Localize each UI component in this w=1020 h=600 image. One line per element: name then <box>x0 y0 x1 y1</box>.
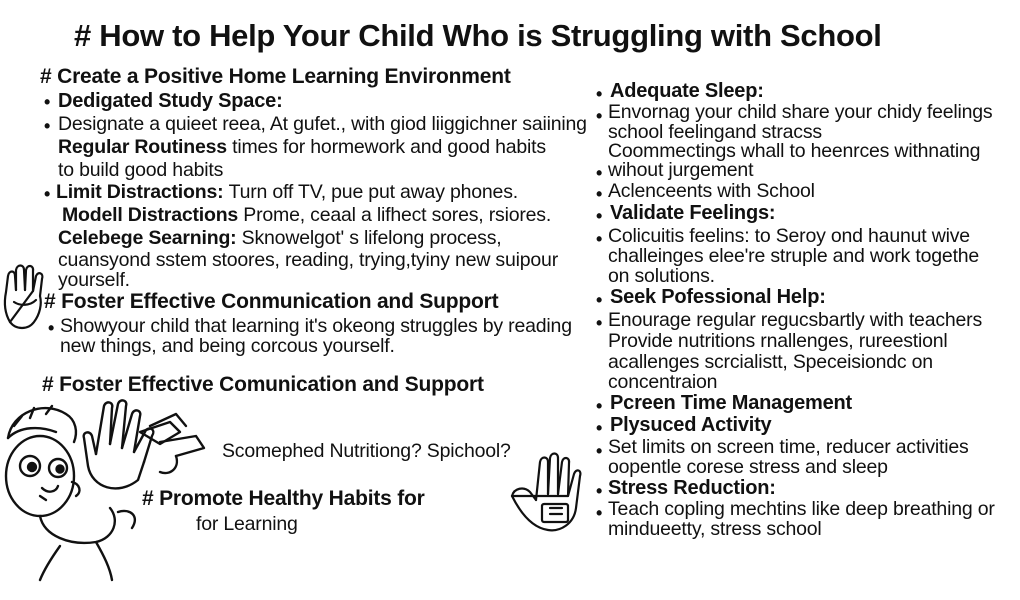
bullet: • <box>596 441 603 461</box>
text-for-learning: for Learning <box>196 513 298 535</box>
bullet: • <box>596 313 603 333</box>
text-limit-distractions: Limit Distractions: Turn off TV, pue put away phones. <box>56 181 518 203</box>
text-curiosity: cuansyond sstem stoores, reading, trying,tyiny new suipour <box>58 249 558 271</box>
item-adequate-sleep: Adequate Sleep: <box>610 80 764 102</box>
text-designate-area: Designate a quieet reea, At gufet., with giod liiggichner saiining <box>58 113 587 135</box>
glove-hand-icon-right <box>508 452 584 536</box>
bullet: • <box>44 116 51 136</box>
cartoon-child-icon <box>0 396 210 582</box>
text-nutrition-question: Scomephed Nutritiong? Spichool? <box>222 440 511 462</box>
text-r1-l2: school feelingand stracss <box>608 121 822 143</box>
item-physical-activity: Plysuced Activity <box>610 414 772 436</box>
text-r1-l4: wihout jurgement <box>608 159 754 181</box>
item-professional-help: Seek Pofessional Help: <box>610 286 826 308</box>
section-heading-communication-2: # Foster Effective Comunication and Support <box>42 373 484 396</box>
bullet: • <box>48 318 55 338</box>
section-heading-communication: # Foster Effective Conmunication and Support <box>44 290 499 313</box>
bullet: • <box>596 163 603 183</box>
text-r2-l2: challeinges elee're struple and work togethe <box>608 245 980 267</box>
item-study-space: Dedigated Study Space: <box>58 90 283 112</box>
item-stress-reduction: Stress Reduction: <box>608 477 776 499</box>
text-r3-l4: concentraion <box>608 371 718 393</box>
bullet: • <box>596 229 603 249</box>
item-validate-feelings: Validate Feelings: <box>610 202 776 224</box>
text-r2-l3: on solutions. <box>608 265 715 287</box>
text-yourself: yourself. <box>58 269 130 291</box>
text-show-child: Showyour child that learning it's okeong struggles by reading <box>60 315 572 337</box>
glove-hand-icon <box>0 262 56 334</box>
bullet: • <box>596 106 603 126</box>
text-celebrate-learning: Celebege Searning: Sknowelgot' s lifelong process, <box>58 227 502 249</box>
bullet: • <box>596 418 603 438</box>
text-r2-l1: Colicuitis feelins: to Seroy ond haunut wive <box>608 225 970 247</box>
page-title: # How to Help Your Child Who is Struggling with School <box>74 18 882 53</box>
bullet: • <box>44 184 51 204</box>
section-heading-healthy-habits: # Promote Healthy Habits for <box>142 487 425 510</box>
bullet: • <box>596 503 603 523</box>
bullet: • <box>596 206 603 226</box>
text-r6-l2: mindueetty, stress school <box>608 518 822 540</box>
text-r3-l1: Enourage regular regucsbartly with teachers <box>608 309 983 331</box>
text-r1-l5: Aclenceents with School <box>608 180 815 202</box>
item-screen-time: Pcreen Time Management <box>610 392 852 414</box>
text-model-distractions: Modell Distractions Prome, ceaal a lifhect sores, rsiores. <box>62 204 552 226</box>
section-heading-learning-environment: # Create a Positive Home Learning Environment <box>40 65 511 88</box>
text-good-habits: to build good habits <box>58 159 224 181</box>
text-r5-l2: oopentle corese stress and sleep <box>608 456 888 478</box>
bullet: • <box>596 84 603 104</box>
bullet: • <box>44 92 51 112</box>
bullet: • <box>596 396 603 416</box>
text-r3-l2: Provide nutritions rnallenges, rureestionl <box>608 330 948 352</box>
text-r6-l1: Teach copling mechtins like deep breathing or <box>608 498 995 520</box>
text-r3-l3: acallenges scrcialistt, Speceisiondc on <box>608 351 933 373</box>
text-regular-routines: Regular Routiness times for hormework and good habits <box>58 136 546 158</box>
text-r1-l3: Coommectings whall to heenrces withnating <box>608 140 981 162</box>
bullet: • <box>596 184 603 204</box>
bullet: • <box>596 290 603 310</box>
text-r1-l1: Envornag your child share your chidy feelings <box>608 101 993 123</box>
text-r5-l1: Set limits on screen time, reducer activities <box>608 436 969 458</box>
bullet: • <box>596 481 603 501</box>
text-new-things: new things, and being corcous yourself. <box>60 335 395 357</box>
